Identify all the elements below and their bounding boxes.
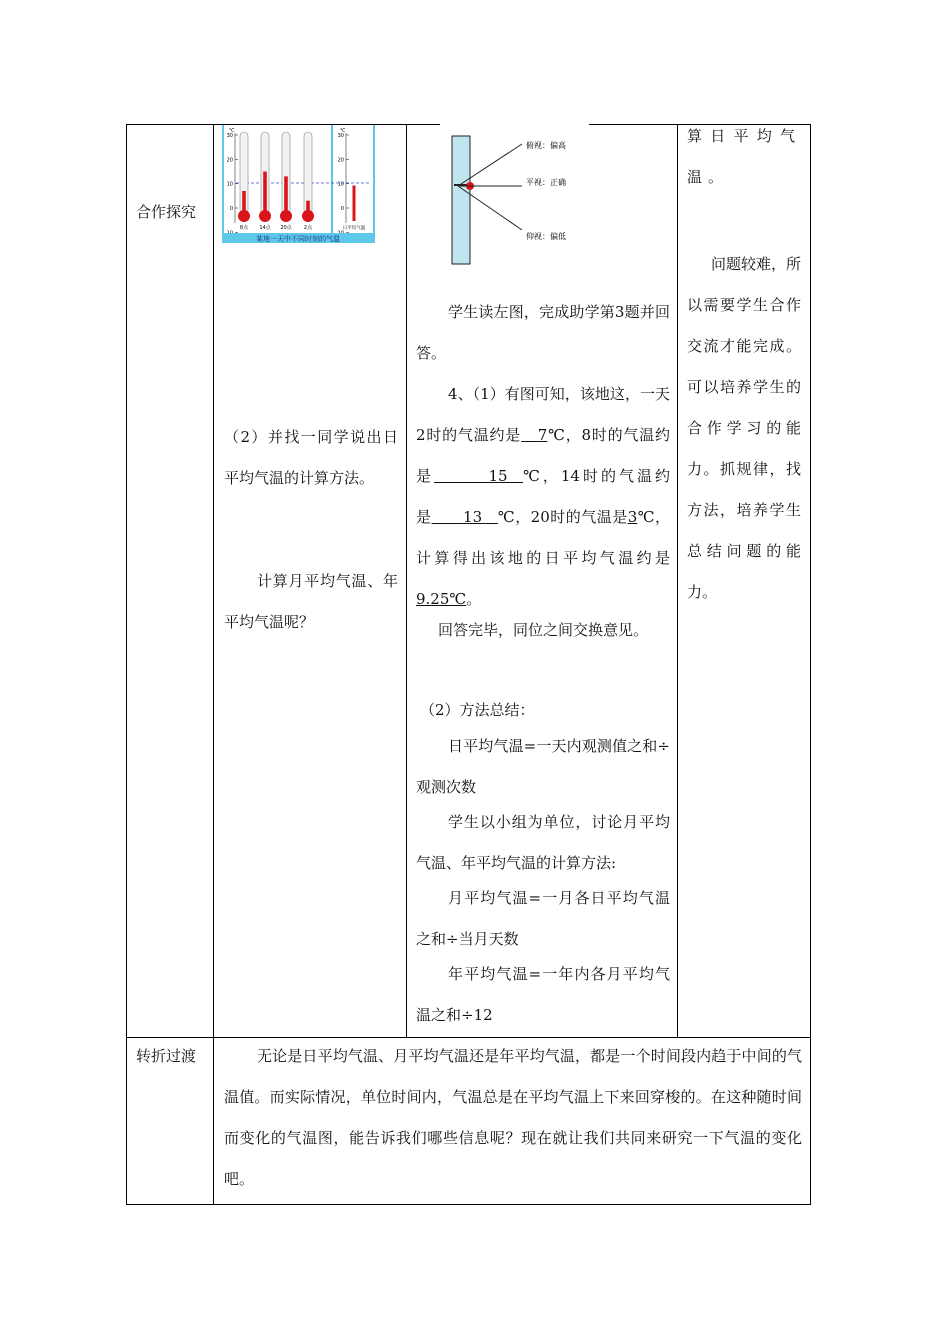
scale-unit: ℃ [340,128,346,134]
scale-tick-label: 30 [226,133,233,139]
answer-2am: 7 [537,426,548,444]
col3-paragraph-7 [416,878,670,960]
answer-average: 9.25℃ [416,590,467,608]
col4-paragraph-1: 算日平均气温。 [687,127,801,186]
col3-p6-text: 学生以小组为单位，讨论月平均气温、年平均气温的计算方法: [416,813,670,872]
table-right-border [810,124,811,1205]
scale-tick-label: 0 [229,206,233,212]
mercury-column [284,176,288,216]
col4-p2-text: 问题较难，所以需要学生合作交流才能完成。可以培养学生的合作学习的能力。抓规律，找方法，培养学生总结问题的能力。 [687,255,802,601]
answer-20pm: 3 [627,508,638,526]
figure-caption: 某地一天中不同时刻的气温 [256,235,340,243]
eye-label-mid: 平视：正确 [526,178,566,187]
scale-tick-label: 0 [340,206,344,212]
scale-unit: ℃ [229,128,235,134]
col3-p5-text: 日平均气温=一天内观测值之和÷观测次数 [416,737,670,796]
col3-paragraph-3 [416,610,670,651]
thermometer-label: 2点 [303,225,313,231]
col3-p8-text: 年平均气温=一年内各月平均气温之和÷12 [416,965,670,1024]
col3-p2-a: ℃，8时的气温约是 [416,426,670,485]
question-more: 计算月平均气温、年平均气温呢？ [224,572,398,631]
col3-p2-prefix: 4、（1）有图可知，该地这，一天2时的气温约是 [416,385,670,444]
col3-paragraph-5 [416,726,670,808]
col-divider-1 [213,124,214,1205]
answer-14pm: 13 [463,508,483,526]
col3-p3-text: 回答完毕，同位之间交换意见。 [438,621,649,639]
scale-tick-label: 30 [337,133,344,139]
table-bottom-border [126,1204,811,1205]
answer-8am: 15 [488,467,508,485]
transition-paragraph [224,1036,802,1200]
col-divider-3 [677,124,678,1038]
scale-tick-label: 10 [337,181,344,188]
col3-paragraph-2 [416,374,670,620]
col4-paragraph-2 [687,244,801,613]
col-divider-2 [406,124,407,1038]
scale-tick-label: 20 [337,157,344,164]
question-2-text: （2）并找一同学说出日平均气温的计算方法。 [224,428,398,487]
col3-p2-c: ℃，20时的气温是 [497,508,628,526]
question-more-text [224,561,398,643]
row-label-cooperative-inquiry: 合作探究 [136,203,197,221]
transition-text: 无论是日平均气温、月平均气温还是年平均气温，都是一个时间段内趋于中间的气温值。而实际情况，单位时间内，气温总是在平均气温上下来回穿梭的。在这种随时间而变化的气温图，能告诉我们哪些信息呢？现在就让我们共同来研究一下气温的变化吧。 [224,1047,802,1188]
mercury-column [263,172,267,217]
col3-paragraph-1 [416,292,670,374]
col3-p7-text: 月平均气温=一月各日平均气温之和÷当月天数 [416,889,670,948]
col3-p2-d: ℃，计算得出该地的日平均气温约是 [416,508,671,567]
thermometer-figure [222,125,375,243]
table-left-border [126,124,127,1205]
col3-p1-text: 学生读左图，完成助学第3题并回答。 [416,303,670,362]
col3-p2-end: 。 [466,590,482,608]
row-label-transition: 转折过渡 [136,1047,197,1065]
thermometer-label: 14点 [259,225,271,231]
average-column [353,185,356,221]
thermometer-svg [222,125,375,243]
col3-paragraph-4: （2）方法总结： [420,701,535,719]
thermometer-label: 日平均气温 [342,226,366,231]
mercury-column [306,201,310,216]
col3-paragraph-8 [416,954,670,1036]
thermometer-label: 8点 [239,225,249,231]
reading-angle-svg [440,128,590,268]
mercury-column [242,191,246,216]
col3-paragraph-6 [416,802,670,884]
reading-angle-figure [440,128,590,268]
thermometer-label: 20点 [280,225,292,231]
scale-tick-label: 20 [226,157,233,164]
scale-tick-label: 10 [226,181,233,188]
eye-label-top: 俯视：偏高 [526,141,566,150]
eye-label-bottom: 仰视：偏低 [526,232,566,241]
col3-p2-b: ℃，14时的气温约是 [416,467,670,526]
